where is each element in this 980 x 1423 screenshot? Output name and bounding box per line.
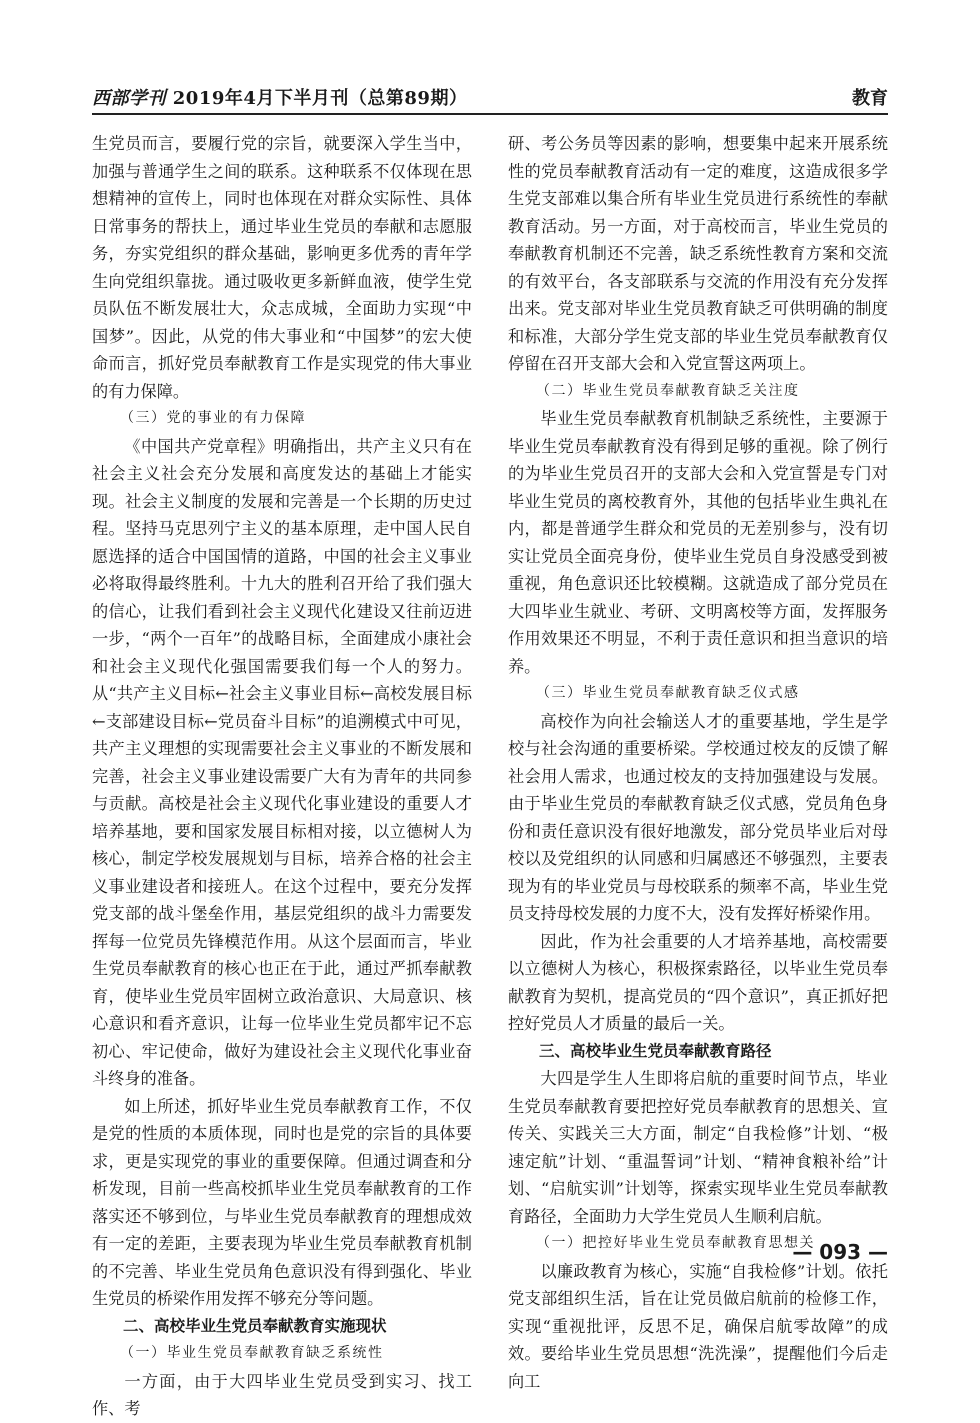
body-paragraph: 以廉政教育为核心，实施“自我检修”计划。依托党支部组织生活，旨在让党员做启航前的检修工作，实现“重视批评，反思不足，确保启航零故障”的成效。要给毕业生党员思想“洗洗澡”，提醒他们今后走向工 [508,1261,888,1391]
section-heading: 二、高校毕业生党员奉献教育实施现状 [123,1316,387,1335]
section-label: 教育 [852,88,888,109]
body-paragraph: 高校作为向社会输送人才的重要基地，学生是学校与社会沟通的重要桥梁。学校通过校友的反馈了解社会用人需求，也通过校友的支持加强建设与发展。由于毕业生党员的奉献教育缺乏仪式感，党员角色身份和责任意识没有很好地激发，部分党员毕业后对母校以及党组织的认同感和归属感还不够强烈，主要表现为有的毕业党员与母校联系的频率不高，毕业生党员支持母校发展的力度不大，没有发挥好桥梁作用。 [508,711,888,923]
journal-name: 西部学刊 [92,88,166,109]
body-paragraph: 研、考公务员等因素的影响，想要集中起来开展系统性的党员奉献教育活动有一定的难度，这造成很多学生党支部难以集合所有毕业生党员进行系统性的奉献教育活动。另一方面，对于高校而言，毕业生党员的奉献教育机制还不完善，缺乏系统性教育方案和交流的有效平台，各支部联系与交流的作用没有充分发挥出来。党支部对毕业生党员教育缺乏可供明确的制度和标准，大部分学生党支部的毕业生党员奉献教育仅停留在召开支部大会和入党宣誓这两项上。 [508,134,888,373]
body-paragraph: 生党员而言，要履行党的宗旨，就要深入学生当中，加强与普通学生之间的联系。这种联系不仅体现在思想精神的宣传上，同时也体现在对群众实际性、具体日常事务的帮扶上，通过毕业生党员的奉献和志愿服务，夯实党组织的群众基础，影响更多优秀的青年学生向党组织靠拢。通过吸收更多新鲜血液，使学生党员队伍不断发展壮大，众志成城，全面助力实现“中国梦”。因此，从党的伟大事业和“中国梦”的宏大使命而言，抓好党员奉献教育工作是实现党的伟大事业的有力保障。 [92,134,472,401]
subsection-heading: （三）毕业生党员奉献教育缺乏仪式感 [536,685,800,701]
subsection-heading: （三）党的事业的有力保障 [120,410,306,426]
journal-header [92,84,467,110]
section-heading: 三、高校毕业生党员奉献教育路径 [539,1041,772,1060]
page-number: — 093 — [792,1240,888,1264]
left-column [92,130,472,1423]
issue-info: 2019年4月下半月刊（总第89期） [172,88,468,109]
body-paragraph: 因此，作为社会重要的人才培养基地，高校需要以立德树人为核心，积极探索路径，以毕业生党员奉献教育为契机，提高党员的“四个意识”，真正抓好把控好党员人才质量的最后一关。 [508,931,888,1033]
right-column [508,130,888,1395]
body-paragraph: 如上所述，抓好毕业生党员奉献教育工作，不仅是党的性质的本质体现，同时也是党的宗旨的具体要求，更是实现党的事业的重要保障。但通过调查和分析发现，目前一些高校抓毕业生党员奉献教育的工作落实还不够到位，与毕业生党员奉献教育的理想成效有一定的差距，主要表现为毕业生党员奉献教育机制的不完善、毕业生党员角色意识没有得到强化、毕业生党员的桥梁作用发挥不够充分等问题。 [92,1096,472,1308]
body-paragraph: 一方面，由于大四毕业生党员受到实习、找工作、考 [92,1371,472,1418]
body-paragraph: 毕业生党员奉献教育机制缺乏系统性，主要源于毕业生党员奉献教育没有得到足够的重视。除了例行的为毕业生党员召开的支部大会和入党宣誓是专门对毕业生党员的离校教育外，其他的包括毕业生典礼在内，都是普通学生群众和党员的无差别参与，没有切实让党员全面亮身份，使毕业生党员自身没感受到被重视，角色意识还比较模糊。这就造成了部分党员在大四毕业生就业、考研、文明离校等方面，发挥服务作用效果还不明显，不利于责任意识和担当意识的培养。 [508,409,888,676]
header-rule [92,113,888,115]
subsection-heading: （二）毕业生党员奉献教育缺乏关注度 [536,382,800,399]
subsection-heading: （一）把控好毕业生党员奉献教育思想关 [536,1235,815,1251]
running-header [92,84,888,116]
body-paragraph: 《中国共产党章程》明确指出，共产主义只有在社会主义社会充分发展和高度发达的基础上才能实现。社会主义制度的发展和完善是一个长期的历史过程。坚持马克思列宁主义的基本原理，走中国人民自愿选择的适合中国国情的道路，中国的社会主义事业必将取得最终胜利。十九大的胜利召开给了我们强大的信心，让我们看到社会主义现代化建设又往前迈进一步，“两个一百年”的战略目标，全面建成小康社会和社会主义现代化强国需要我们每一个人的努力。从“共产主义目标←社会主义事业目标←高校发展目标←支部建设目标←党员奋斗目标”的追溯模式中可见，共产主义理想的实现需要社会主义事业的不断发展和完善，社会主义事业建设需要广大有为青年的共同参与贡献。高校是社会主义现代化事业建设的重要人才培养基地，要和国家发展目标相对接，以立德树人为核心，制定学校发展规划与目标，培养合格的社会主义事业建设者和接班人。在这个过程中，要充分发挥党支部的战斗堡垒作用，基层党组织的战斗力需要发挥每一位党员先锋模范作用。从这个层面而言，毕业生党员奉献教育的核心也正在于此，通过严抓奉献教育，使毕业生党员牢固树立政治意识、大局意识、核心意识和看齐意识，让每一位毕业生党员都牢记不忘初心、牢记使命，做好为建设社会主义现代化事业奋斗终身的准备。 [92,436,472,1088]
body-paragraph: 大四是学生人生即将启航的重要时间节点，毕业生党员奉献教育要把控好党员奉献教育的思想关、宣传关、实践关三大方面，制定“自我检修”计划、“极速定航”计划、“重温誓词”计划、“精神食粮补给”计划、“启航实训”计划等，探索实现毕业生党员奉献教育路径，全面助力大学生党员人生顺利启航。 [508,1069,888,1226]
subsection-heading: （一）毕业生党员奉献教育缺乏系统性 [120,1345,384,1361]
